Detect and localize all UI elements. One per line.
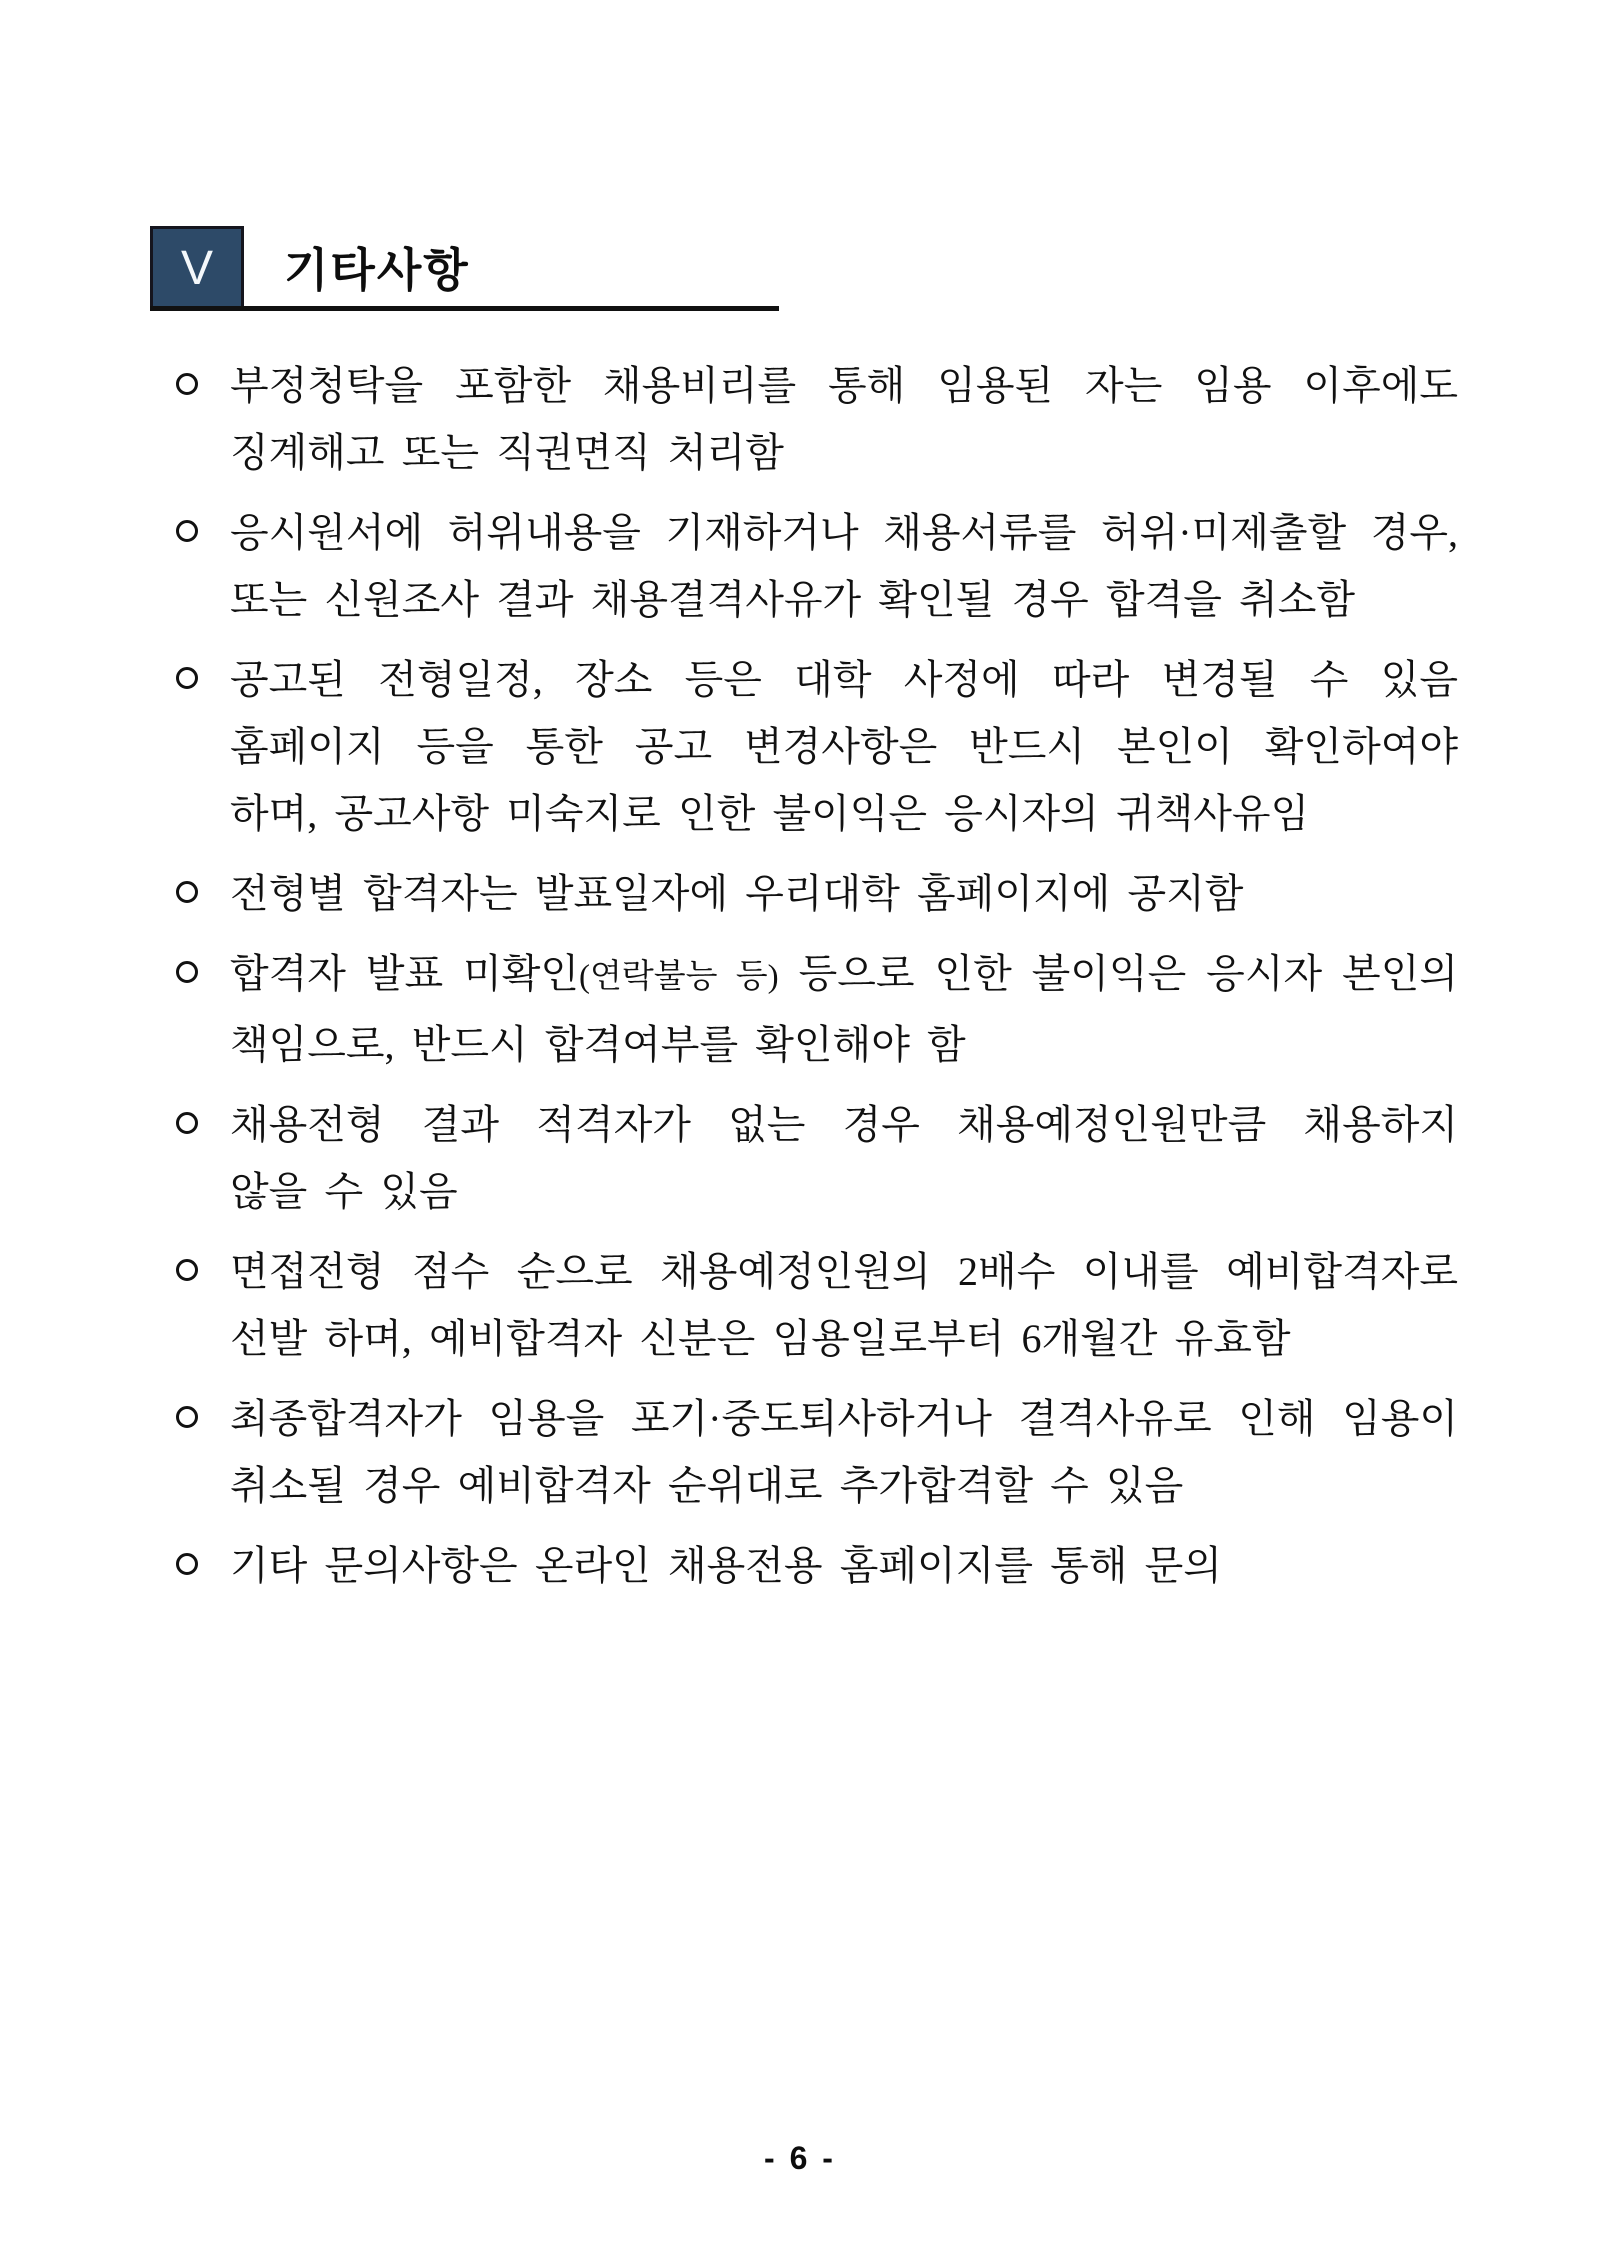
text-line: [230, 1305, 1458, 1372]
list-item: [176, 646, 1458, 847]
text-segment: 전형별 합격자는 발표일자에 우리대학 홈페이지에 공지함: [230, 871, 1244, 916]
circle-bullet-icon: [176, 520, 198, 542]
text-line: [230, 1091, 1458, 1158]
text-segment: 홈페이지 등을 통한 공고 변경사항은 반드시 본인이 확인하여야: [230, 724, 1458, 769]
list-item: [176, 940, 1458, 1078]
circle-bullet-icon: [176, 1112, 198, 1134]
bullet-text: [230, 352, 1458, 486]
bullet-marker: [176, 1091, 230, 1225]
bullet-text: [230, 860, 1458, 927]
bullet-marker: [176, 499, 230, 633]
text-line: [230, 419, 1458, 486]
bullet-text: [230, 940, 1458, 1078]
text-line: [230, 1452, 1458, 1519]
text-line: [230, 713, 1458, 780]
bullet-text: [230, 1091, 1458, 1225]
section-number-badge: V: [150, 226, 244, 310]
bullet-marker: [176, 860, 230, 927]
bullet-marker: [176, 646, 230, 847]
bullet-list: [176, 352, 1458, 1612]
circle-bullet-icon: [176, 961, 198, 983]
text-line: [230, 860, 1458, 927]
text-segment: 기타 문의사항은 온라인 채용전용 홈페이지를 통해 문의: [230, 1543, 1222, 1588]
text-segment: 취소될 경우 예비합격자 순위대로 추가합격할 수 있음: [230, 1463, 1184, 1508]
text-segment: 부정청탁을 포함한 채용비리를 통해 임용된 자는 임용 이후에도: [230, 363, 1458, 408]
text-line: [230, 1238, 1458, 1305]
bullet-text: [230, 1385, 1458, 1519]
text-line: [230, 940, 1458, 1011]
list-item: [176, 1238, 1458, 1372]
text-line: [230, 1532, 1458, 1599]
bullet-text: [230, 1532, 1458, 1599]
text-segment: 징계해고 또는 직권면직 처리함: [230, 430, 784, 475]
text-segment: 합격자 발표 미확인: [230, 951, 580, 996]
bullet-marker: [176, 1532, 230, 1599]
circle-bullet-icon: [176, 1553, 198, 1575]
bullet-marker: [176, 1385, 230, 1519]
list-item: [176, 352, 1458, 486]
text-line: [230, 1158, 1458, 1225]
text-segment: 또는 신원조사 결과 채용결격사유가 확인될 경우 합격을 취소함: [230, 577, 1356, 622]
text-segment: 공고된 전형일정, 장소 등은 대학 사정에 따라 변경될 수 있음: [230, 657, 1458, 702]
text-segment: 면접전형 점수 순으로 채용예정인원의 2배수 이내를 예비합격자로: [230, 1249, 1458, 1294]
bullet-marker: [176, 352, 230, 486]
text-segment-small: (연락불능 등): [579, 959, 779, 995]
text-segment: 응시원서에 허위내용을 기재하거나 채용서류를 허위·미제출할 경우,: [230, 510, 1458, 555]
bullet-marker: [176, 1238, 230, 1372]
page-number: - 6 -: [764, 2140, 836, 2176]
text-segment: 최종합격자가 임용을 포기·중도퇴사하거나 결격사유로 인해 임용이: [230, 1396, 1458, 1441]
text-line: [230, 1011, 1458, 1078]
text-segment: 책임으로, 반드시 합격여부를 확인해야 함: [230, 1022, 966, 1067]
section-title-underline: [150, 306, 779, 311]
text-segment: 채용전형 결과 적격자가 없는 경우 채용예정인원만큼 채용하지: [230, 1102, 1458, 1147]
text-line: [230, 1385, 1458, 1452]
text-line: [230, 646, 1458, 713]
circle-bullet-icon: [176, 1406, 198, 1428]
text-line: [230, 566, 1458, 633]
list-item: [176, 1385, 1458, 1519]
section-title: 기타사항: [284, 244, 470, 296]
bullet-text: [230, 646, 1458, 847]
list-item: [176, 499, 1458, 633]
text-line: [230, 499, 1458, 566]
list-item: [176, 1091, 1458, 1225]
bullet-text: [230, 1238, 1458, 1372]
list-item: [176, 860, 1458, 927]
circle-bullet-icon: [176, 667, 198, 689]
text-line: [230, 780, 1458, 847]
text-segment: 등으로 인한 불이익은 응시자 본인의: [778, 951, 1458, 996]
text-segment: 선발 하며, 예비합격자 신분은 임용일로부터 6개월간 유효함: [230, 1316, 1291, 1361]
circle-bullet-icon: [176, 881, 198, 903]
circle-bullet-icon: [176, 1259, 198, 1281]
bullet-marker: [176, 940, 230, 1078]
text-segment: 않을 수 있음: [230, 1169, 458, 1214]
list-item: [176, 1532, 1458, 1599]
text-line: [230, 352, 1458, 419]
text-segment: 하며, 공고사항 미숙지로 인한 불이익은 응시자의 귀책사유임: [230, 791, 1310, 836]
circle-bullet-icon: [176, 373, 198, 395]
bullet-text: [230, 499, 1458, 633]
